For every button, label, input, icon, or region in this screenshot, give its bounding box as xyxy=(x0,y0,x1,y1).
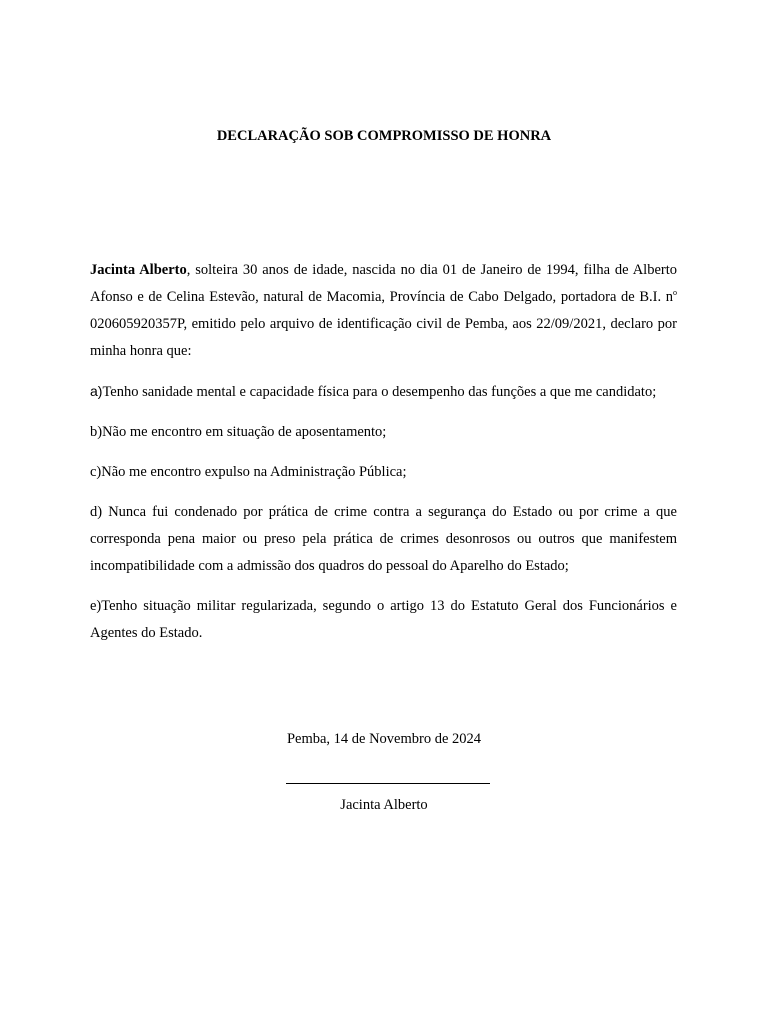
clause-d: d) Nunca fui condenado por prática de crime contra a segurança do Estado ou por crime a que corresponda pena maior ou preso pela prática de crimes desonrosos ou outros que manifestem incompatibilidade com a admissão dos quadros do pessoal do Aparelho do Estado; xyxy=(90,504,677,574)
clause-c: c)Não me encontro expulso na Administração Pública; xyxy=(90,464,407,480)
clause-a-letter: a) xyxy=(90,383,103,399)
declarant-name: Jacinta Alberto xyxy=(90,262,187,278)
intro-text-part-1: , solteira 30 anos de idade, nascida no dia 01 de Janeiro de 1994, filha de Alberto Afonso e de Celina Estevão, natural de Macomia, Província de Cabo Delgado, portadora de B.I. n xyxy=(90,262,678,305)
intro-text-part-2: 020605920357P, emitido pelo arquivo de identificação civil de Pemba, aos 22/09/2021, declaro por minha honra que: xyxy=(90,316,677,359)
clause-e: e)Tenho situação militar regularizada, segundo o artigo 13 do Estatuto Geral dos Funcionários e Agentes do Estado. xyxy=(90,598,677,641)
ordinal-mark: o xyxy=(673,288,677,298)
intro-paragraph xyxy=(90,257,677,365)
clause-a-text: Tenho sanidade mental e capacidade física para o desempenho das funções a que me candidato; xyxy=(102,384,657,400)
place-and-date: Pemba, 14 de Novembro de 2024 xyxy=(286,731,482,747)
clause-b: b)Não me encontro em situação de aposentamento; xyxy=(90,424,387,440)
document-title: DECLARAÇÃO SOB COMPROMISSO DE HONRA xyxy=(216,128,552,144)
signature-name: Jacinta Alberto xyxy=(340,797,428,813)
clause-a xyxy=(90,378,677,406)
document-body xyxy=(90,257,677,647)
signature-line xyxy=(286,783,490,784)
